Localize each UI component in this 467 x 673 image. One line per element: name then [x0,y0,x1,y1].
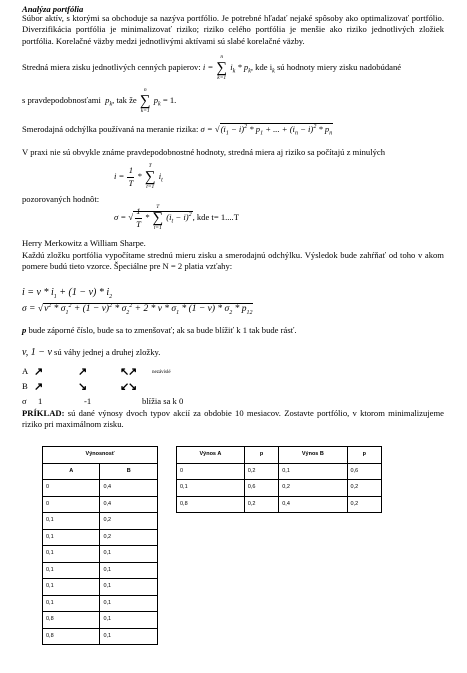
prob-line-end: = 1. [162,94,177,105]
arrow-down-right-icon: ↘ [78,381,88,393]
cell: 0,2 [100,513,158,530]
observed-label: pozorovaných hodnôt: [22,194,100,204]
legend-row-a [22,366,28,377]
cell: 0,1 [43,513,100,530]
observed-sigma-formula: σ = √ $\frac{1}{T}$ * T ∑ t=1 $(i_t - i)^2$ [114,204,192,231]
stdev-line [22,124,333,135]
cell: 0,1 [177,480,245,497]
table-row [43,546,158,563]
mean-line-suffix: , kde i [250,61,273,72]
p-symbol: p [22,325,27,335]
probability-table [176,446,382,513]
table-row [43,513,158,530]
legend-row-b [22,381,28,392]
table-row [177,496,382,513]
legend-sigma-neg1: -1 [84,396,92,406]
sum-symbol: n ∑ k=1 [139,87,151,114]
mean-formula-line: Stredná miera zisku jednotlivých cenných papierov: i = n ∑ k=1 $i_k * p_k$, kde $i_k$ sú hodnoty miery zisku nadobúdané [22,54,402,81]
table-row [43,496,158,513]
cell: 0,8 [43,628,100,645]
weights-symbols: v, 1 − v [22,347,52,358]
table-row [43,480,158,497]
cell: 0,1 [100,546,158,563]
intro-paragraph: Súbor aktív, s ktorými sa obchoduje sa nazýva portfólio. Je potrebné hľadať nejaké spôsoby ako optimalizovať portfólio. Diverzifikácia portfólia je minimalizovať riziko; riziko celého portfólia je menšie ako riziko jednotlivých zložiek portfólia. Korelačné väzby medzi jednotlivými aktívami sú slabé korelačné väzby. [22,13,444,46]
legend-a-label: A [22,366,29,376]
cell: 0,8 [43,612,100,629]
stdev-line-prefix: Smerodajná odchýlka používaná na meranie rizika: [22,124,199,134]
legend-b-label: B [22,381,28,391]
cell: 0,1 [100,628,158,645]
cell: 0,8 [177,496,245,513]
arrow-down-left-icon: ↙ [120,381,130,393]
cell: 0 [43,496,100,513]
legend-sigma-1: 1 [38,396,43,406]
cell: 0,1 [100,579,158,596]
cell: 0,2 [244,463,278,480]
components-paragraph: Každú zložku portfólia vypočítame strednú mieru zisku a smerodajnú odchýlku. Výsledok bude zahŕňať od toho v akom pomere budú tieto vzorce. Špeciálne pre N = 2 platia vzťahy: [22,250,444,272]
practice-paragraph: V praxi nie sú obvykle známe pravdepodobnostné hodnoty, stredná miera aj riziko sa počítajú z minulých [22,147,385,157]
cell: 0,1 [43,562,100,579]
example-text: sú dané výnosy dvoch typov akcií za obdobie 10 mesiacov. Zostavte portfólio, v ktorom minimalizujeme riziko pri maximálnom zisku. [22,408,444,430]
example-paragraph [22,408,444,431]
cell: 0,2 [279,480,347,497]
table-row [177,463,382,480]
cell: 0,2 [347,480,382,497]
mean-line-suffix2: sú hodnoty miery zisku nadobúdané [274,61,402,72]
example-label: PRÍKLAD: [22,408,65,418]
prob-line-prefix: s pravdepodobnosťami [22,94,101,105]
weights-sentence [22,346,160,359]
cell: 0,1 [43,595,100,612]
legend-independent: nezávislé [152,370,171,375]
arrow-up-right-icon: ↗ [128,366,138,378]
cell: 0 [177,463,245,480]
returns-table [42,446,158,645]
cell: 0,4 [100,480,158,497]
observed-mean-formula: i = $\frac{1}{T}$ * T ∑ t=1 $i_t$ [114,163,163,190]
arrow-up-right-icon: ↗ [34,381,44,393]
prob-header-yield-a: Výnos A [177,447,245,464]
table-row [43,628,158,645]
prob-header-yield-b: Výnos B [279,447,347,464]
returns-table-title: Výnosnosť [43,447,158,464]
cell: 0,2 [244,496,278,513]
p-text: bude záporné číslo, bude sa to zmenšovať; ak sa bude blížiť k 1 tak bude rásť. [26,325,297,335]
table-row [43,529,158,546]
cell: 0,6 [347,463,382,480]
portfolio-return-formula: $i = v * i_1 + (1 - v) * i_2$ [22,287,113,300]
cell: 0,1 [43,529,100,546]
cell: 0,4 [100,496,158,513]
returns-header-b: B [100,463,158,480]
stdev-formula: $\sigma = √(i_1 - i)^2 * p_1$ + ... + $(i_n - i)^2 * p_n$ [200,124,333,137]
arrow-up-left-icon: ↖ [120,366,130,378]
observed-sigma-line [114,205,239,231]
p-sentence [22,325,296,336]
table-row [43,595,158,612]
probability-line [22,88,176,114]
arrow-up-right-icon: ↗ [78,366,88,378]
table-row [43,562,158,579]
cell: 0,1 [43,546,100,563]
mean-line-prefix: Stredná miera zisku jednotlivých cenných papierov: [22,61,201,72]
sigma-suffix: , kde t= 1....T [192,211,239,222]
page-title: Analýza portfólia [22,4,84,14]
table-row [43,579,158,596]
prob-line-mid: , tak že [112,94,137,105]
cell: 0,1 [100,612,158,629]
weights-text: sú váhy jednej a druhej zložky. [51,347,161,357]
returns-header-a: A [43,463,100,480]
cell: 0,2 [100,529,158,546]
pk-symbol: $p_k$ [103,94,113,108]
cell: 0,1 [100,562,158,579]
cell: 0,6 [244,480,278,497]
cell: 0 [43,480,100,497]
cell: 0,1 [100,595,158,612]
legend-sigma-zero: blížia sa k 0 [142,396,184,406]
arrow-down-right-icon: ↘ [128,381,138,393]
prob-header-p2: p [347,447,382,464]
cell: 0,4 [279,496,347,513]
mean-formula: i = n ∑ k=1 $i_k * p_k$ [202,54,251,81]
authors: Herry Merkowitz a William Sharpe. [22,238,146,248]
cell: 0,1 [43,579,100,596]
cell: 0,1 [279,463,347,480]
cell: 0,2 [347,496,382,513]
table-row [43,612,158,629]
table-row [177,480,382,497]
portfolio-sigma-formula: $\sigma = √v^2 * \sigma_1^2 + (1 - v)^2 * \sigma_2^2 + 2 * v * \sigma_1 * (1 - v) * \sigma_2 * p_{12}$ [22,302,253,316]
pk-symbol-2: $p_k$ [153,94,161,108]
legend-sigma-label: σ [22,396,27,406]
prob-header-p1: p [244,447,278,464]
arrow-up-right-icon: ↗ [34,366,44,378]
